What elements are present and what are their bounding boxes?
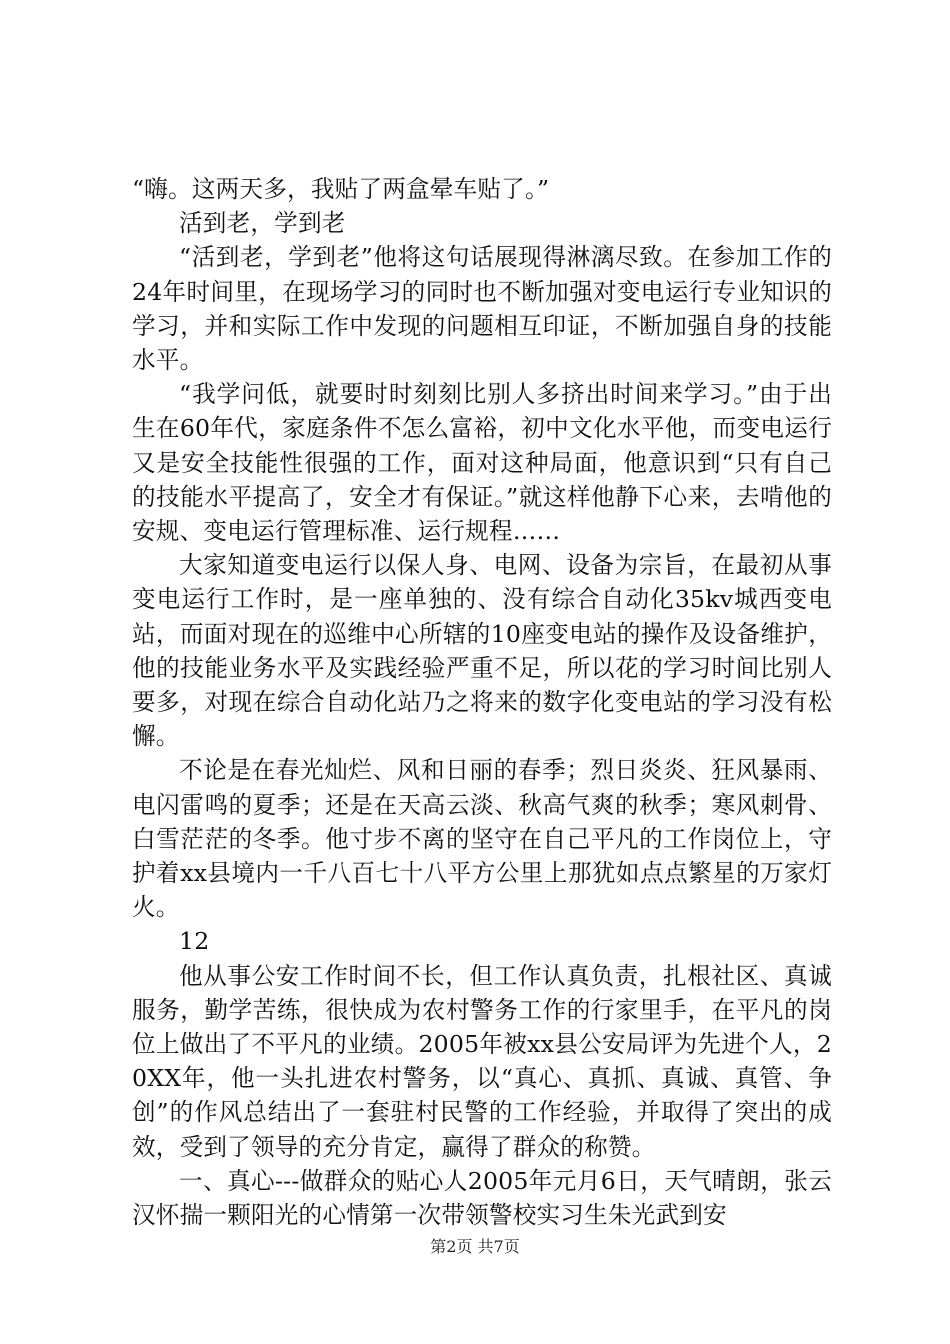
section-number: 12 [179, 927, 210, 956]
paragraph-9: 一、真心---做群众的贴心人2005年元月6日，天气晴朗，张云汉怀揣一颗阳光的心情第一次带领警校实习生朱光武到安 [132, 1166, 832, 1230]
document-body [132, 172, 832, 1232]
paragraph-4: “我学问低，就要时时刻刻比别人多挤出时间来学习。”由于出生在60年代，家庭条件不怎么富裕，初中文化水平他，而变电运行又是安全技能性很强的工作，面对这种局面，他意识到“只有自己的技能水平提高了，安全才有保证。”就这样他静下心来，去啃他的安规、变电运行管理标准、运行规程…… [132, 380, 832, 546]
paragraph-1: “嗨。这两天多，我贴了两盒晕车贴了。” [132, 175, 550, 203]
section-heading: 活到老，学到老 [179, 209, 346, 238]
paragraph-3: “活到老，学到老”他将这句话展现得淋漓尽致。在参加工作的24年时间里，在现场学习的同时也不断加强对变电运行专业知识的学习，并和实际工作中发现的问题相互印证，不断加强自身的技能水平。 [132, 243, 832, 375]
paragraph-6: 不论是在春光灿烂、风和日丽的春季；烈日炎炎、狂风暴雨、电闪雷鸣的夏季；还是在天高云淡、秋高气爽的秋季；寒风刺骨、白雪茫茫的冬季。他寸步不离的坚守在自己平凡的工作岗位上，守护着xx县境内一千八百七十八平方公里上那犹如点点繁星的万家灯火。 [132, 756, 833, 922]
paragraph-8: 他从事公安工作时间不长，但工作认真负责，扎根社区、真诚服务，勤学苦练，很快成为农村警务工作的行家里手，在平凡的岗位上做出了不平凡的业绩。2005年被xx县公安局评为先进个人，20XX年，他一头扎进农村警务，以“真心、真抓、真诚、真管、争创”的作风总结出了一套驻村民警的工作经验，并取得了突出的成效，受到了领导的充分肯定，赢得了群众的称赞。 [132, 961, 832, 1161]
paragraph-5: 大家知道变电运行以保人身、电网、设备为宗旨，在最初从事变电运行工作时，是一座单独的、没有综合自动化35kv城西变电站，而面对现在的巡维中心所辖的10座变电站的操作及设备维护，他的技能业务水平及实践经验严重不足，所以花的学习时间比别人要多，对现在综合自动化站乃之将来的数字化变电站的学习没有松懈。 [132, 551, 832, 751]
page-number: 第2页 共7页 [430, 1237, 520, 1256]
